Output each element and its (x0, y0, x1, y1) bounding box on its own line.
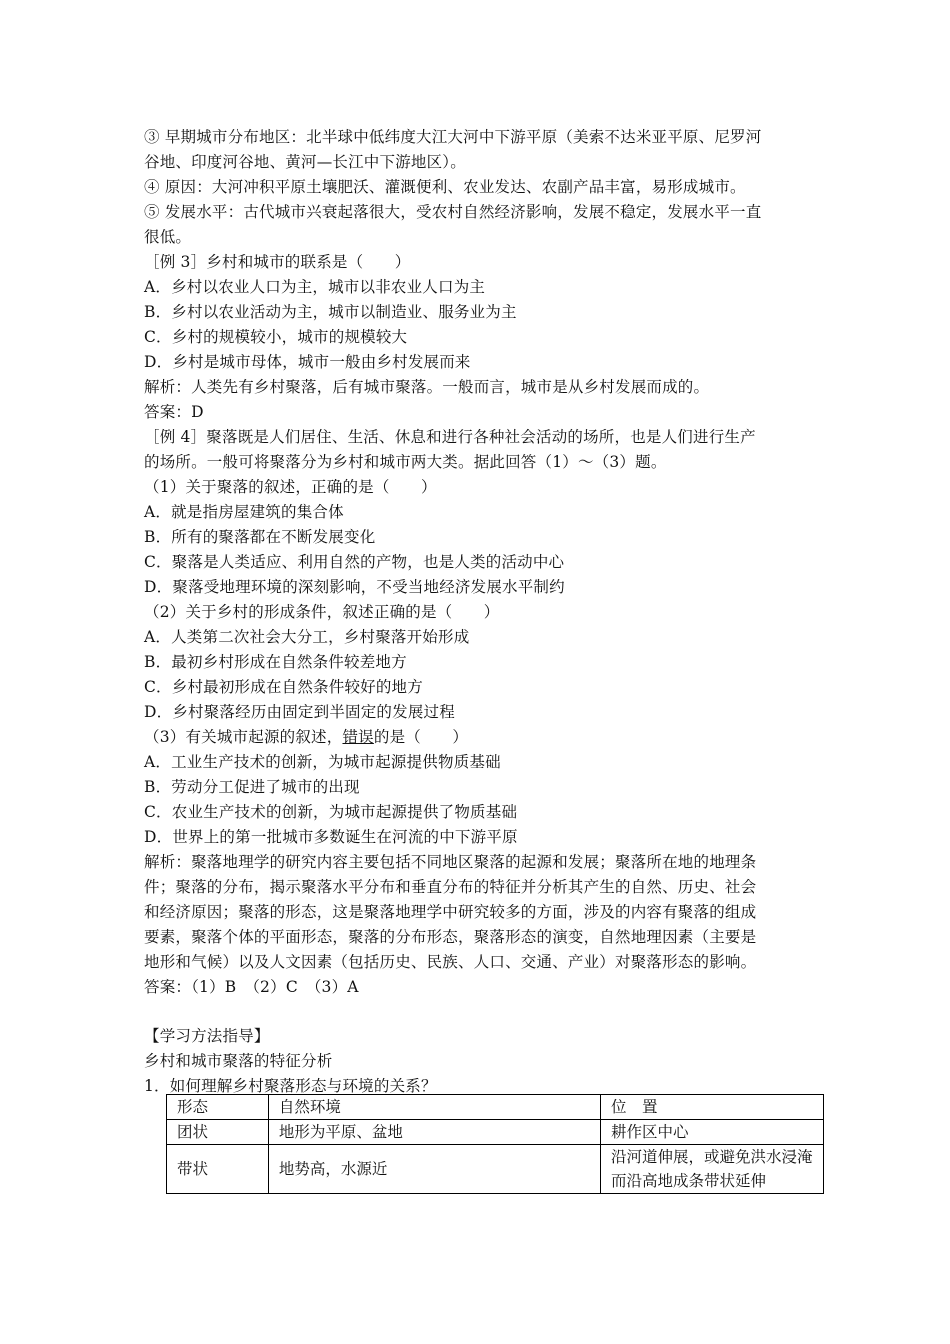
table-cell: 地形为平原、盆地 (268, 1120, 600, 1145)
table-cell: 地势高，水源近 (268, 1145, 600, 1194)
table-cell: 沿河道伸展，或避免洪水浸淹而沿高地成条带状延伸 (600, 1145, 823, 1194)
sub-question-2: （2）关于乡村的形成条件，叙述正确的是（ ） (144, 603, 500, 621)
example-3-question: ［例 3］乡村和城市的联系是（ ） (144, 253, 411, 271)
table-header: 自然环境 (268, 1095, 600, 1120)
table-header: 形态 (167, 1095, 269, 1120)
sub-question-1: （1）关于聚落的叙述，正确的是（ ） (144, 478, 437, 496)
table-row (167, 1120, 824, 1145)
option-a: A．乡村以农业人口为主，城市以非农业人口为主 (144, 278, 486, 296)
table-header: 位 置 (600, 1095, 823, 1120)
option-b: B．所有的聚落都在不断发展变化 (144, 528, 376, 546)
explanation: 解析：聚落地理学的研究内容主要包括不同地区聚落的起源和发展；聚落所在地的地理条 (144, 853, 757, 871)
option-b: B．最初乡村形成在自然条件较差地方 (144, 653, 407, 671)
option-a: A．工业生产技术的创新，为城市起源提供物质基础 (144, 753, 501, 771)
question-text: 的是（ ） (373, 728, 469, 746)
table-cell: 团状 (167, 1120, 269, 1145)
option-c: C．乡村最初形成在自然条件较好的地方 (144, 678, 423, 696)
table-cell: 带状 (167, 1145, 269, 1194)
explanation: 件；聚落的分布，揭示聚落水平分布和垂直分布的特征并分析其产生的自然、历史、社会 (144, 878, 757, 896)
option-a: A．人类第二次社会大分工，乡村聚落开始形成 (144, 628, 470, 646)
option-d: D．乡村是城市母体，城市一般由乡村发展而来 (144, 353, 471, 371)
table-row (167, 1145, 824, 1194)
emphasis-underlined: 错误 (342, 728, 374, 746)
document-body (144, 125, 814, 1099)
answer: 答案：D (144, 403, 204, 421)
option-c: C．乡村的规模较小，城市的规模较大 (144, 328, 408, 346)
table-cell: 耕作区中心 (600, 1120, 823, 1145)
explanation: 要素，聚落个体的平面形态，聚落的分布形态，聚落形态的演变，自然地理因素（主要是 (144, 928, 757, 946)
text-line: 谷地、印度河谷地、黄河—长江中下游地区）。 (144, 153, 466, 171)
explanation: 解析：人类先有乡村聚落，后有城市聚落。一般而言，城市是从乡村发展而成的。 (144, 378, 710, 396)
section-heading: 【学习方法指导】 (144, 1027, 270, 1045)
answer: 答案：（1）B （2）C （3）A (144, 978, 359, 996)
text-line: ④ 原因：大河冲积平原土壤肥沃、灌溉便利、农业发达、农副产品丰富，易形成城市。 (144, 178, 746, 196)
example-4-intro: ［例 4］聚落既是人们居住、生活、休息和进行各种社会活动的场所，也是人们进行生产 (144, 428, 756, 446)
example-4-intro: 的场所。一般可将聚落分为乡村和城市两大类。据此回答（1）～（3）题。 (144, 453, 667, 471)
settlement-form-table (166, 1094, 824, 1194)
option-c: C．聚落是人类适应、利用自然的产物，也是人类的活动中心 (144, 553, 565, 571)
spacer (144, 1000, 814, 1024)
explanation: 和经济原因；聚落的形态，这是聚落地理学中研究较多的方面，涉及的内容有聚落的组成 (144, 903, 757, 921)
sub-question-3 (144, 725, 814, 750)
text-line: ⑤ 发展水平：古代城市兴衰起落很大，受农村自然经济影响，发展不稳定，发展水平一直 (144, 203, 762, 221)
text-line: ③ 早期城市分布地区：北半球中低纬度大江大河中下游平原（美索不达米亚平原、尼罗河 (144, 128, 762, 146)
option-d: D．聚落受地理环境的深刻影响，不受当地经济发展水平制约 (144, 578, 565, 596)
section-subtitle: 乡村和城市聚落的特征分析 (144, 1052, 333, 1070)
explanation: 地形和气候）以及人文因素（包括历史、民族、人口、交通、产业）对聚落形态的影响。 (144, 953, 757, 971)
text-line: 很低。 (144, 228, 192, 246)
option-c: C．农业生产技术的创新，为城市起源提供了物质基础 (144, 803, 518, 821)
table-header-row (167, 1095, 824, 1120)
option-a: A．就是指房屋建筑的集合体 (144, 503, 344, 521)
option-d: D．世界上的第一批城市多数诞生在河流的中下游平原 (144, 828, 518, 846)
list-item: 1．如何理解乡村聚落形态与环境的关系？ (144, 1077, 437, 1095)
option-d: D．乡村聚落经历由固定到半固定的发展过程 (144, 703, 455, 721)
question-text: （3）有关城市起源的叙述， (144, 728, 343, 746)
option-b: B．乡村以农业活动为主，城市以制造业、服务业为主 (144, 303, 517, 321)
option-b: B．劳动分工促进了城市的出现 (144, 778, 360, 796)
